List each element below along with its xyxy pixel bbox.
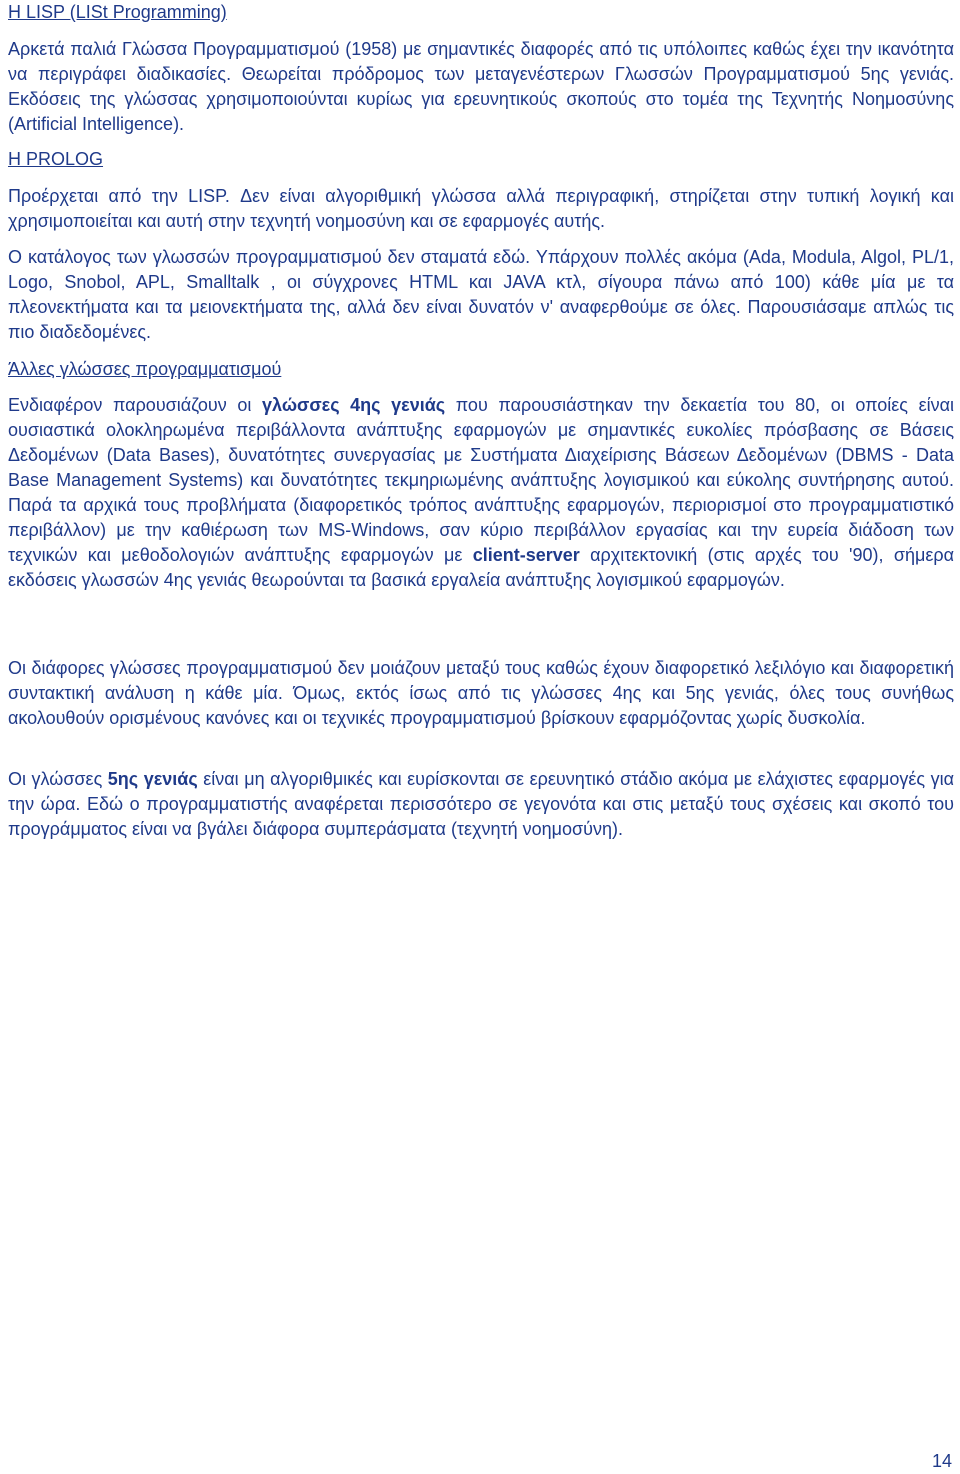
- fifth-gen-paragraph: [8, 767, 954, 842]
- fifth-gen-text-1: Οι γλώσσες: [8, 769, 108, 789]
- lisp-paragraph: Αρκετά παλιά Γλώσσα Προγραμματισμού (1958) με σημαντικές διαφορές από τις υπόλοιπες καθώς έχει την ικανότητα να περιγράφει διαδικασίες. Θεωρείται πρόδρομος των μεταγενέστερων Γλωσσών Προγραμματισμού 5ης γενιάς. Εκδόσεις της γλώσσας χρησιμοποιούνται κυρίως για ερευνητικούς σκοπούς στο τομέα της Τεχνητής Νοημοσύνης (Artificial Intelligence).: [8, 39, 954, 134]
- other-languages-heading: Άλλες γλώσσες προγραμματισμού: [8, 359, 282, 379]
- page-number: 14: [931, 1451, 952, 1471]
- fourth-gen-text-1: Ενδιαφέρον παρουσιάζουν οι: [8, 395, 263, 415]
- fourth-gen-text-3: αρχιτεκτονική (στις αρχές του '90), σήμερα εκδόσεις γλωσσών 4ης γενιάς θεωρούνται τα βασικά εργαλεία ανάπτυξης λογισμικού εφαρμογών.: [8, 545, 954, 590]
- differences-paragraph: Οι διάφορες γλώσσες προγραμματισμού δεν μοιάζουν μεταξύ τους καθώς έχουν διαφορετικό λεξιλόγιο και διαφορετική συντακτική ανάλυση η κάθε μία. Όμως, εκτός ίσως από τις γλώσσες 4ης και 5ης γενιάς, όλες τους συνήθως ακολουθούν ορισμένους κανόνες και οι τεχνικές προγραμματισμού βρίσκουν εφαρμόζοντας χωρίς δυσκολία.: [8, 658, 954, 728]
- fourth-gen-paragraph: [8, 393, 954, 593]
- prolog-heading: Η PROLOG: [8, 149, 104, 169]
- fourth-gen-bold-term: γλώσσες 4ης γενιάς: [262, 395, 446, 415]
- prolog-paragraph: Προέρχεται από την LISP. Δεν είναι αλγοριθμική γλώσσα αλλά περιγραφική, στηρίζεται στην τυπική λογική και χρησιμοποιείται και αυτή στην τεχνητή νοημοσύνη και σε εφαρμογές αυτής.: [8, 186, 954, 231]
- lisp-heading: Η LISP (LISt Programming): [8, 2, 227, 22]
- fourth-gen-text-2: που παρουσιάστηκαν την δεκαετία του 80, οι οποίες είναι ουσιαστικά ολοκληρωμένα περιβάλλοντα ανάπτυξης εφαρμογών με σημαντικές ευκολίες πρόσβασης σε Βάσεις Δεδομένων (Data Bases), δυνατότητες συνεργασίας με Συστήματα Διαχείρισης Βάσεων Δεδομένων (DBMS - Data Base Management Systems) και δυνατότητες τεκμηριωμένης ανάπτυξης λογισμικού και εύκολης συντήρησης αυτού. Παρά τα αρχικά τους προβλήματα (διαφορετικός τρόπος ανάπτυξης εφαρμογών, περιορισμοί στο προγραμματιστικό περιβάλλον) με την καθιέρωση των MS-Windows, σαν κύριο περιβάλλον εργασίας και την ευρεία διάδοση των τεχνικών και μεθοδολογιών ανάπτυξης εφαρμογών με: [8, 395, 955, 565]
- fifth-gen-bold-term: 5ης γενιάς: [107, 769, 198, 789]
- catalog-paragraph: Ο κατάλογος των γλωσσών προγραμματισμού δεν σταματά εδώ. Υπάρχουν πολλές ακόμα (Ada, Modula, Algol, PL/1, Logo, Snobol, APL, Smalltalk , οι σύγχρονες HTML και JAVA κτλ, σίγουρα πάνω από 100) κάθε μία με τα πλεονεκτήματα και τα μειονεκτήματα της, αλλά δεν είναι δυνατόν ν' αναφερθούμε σε όλες. Παρουσιάσαμε απλώς τις πιο διαδεδομένες.: [8, 247, 954, 342]
- client-server-bold-term: client-server: [472, 545, 580, 565]
- fifth-gen-text-2: είναι μη αλγοριθμικές και ευρίσκονται σε ερευνητικό στάδιο ακόμα με ελάχιστες εφαρμογές για την ώρα. Εδώ ο προγραμματιστής αναφέρεται περισσότερο σε γεγονότα και στις μεταξύ τους σχέσεις και σκοπό του προγράμματος είναι να βγάλει διάφορα συμπεράσματα (τεχνητή νοημοσύνη).: [8, 769, 955, 839]
